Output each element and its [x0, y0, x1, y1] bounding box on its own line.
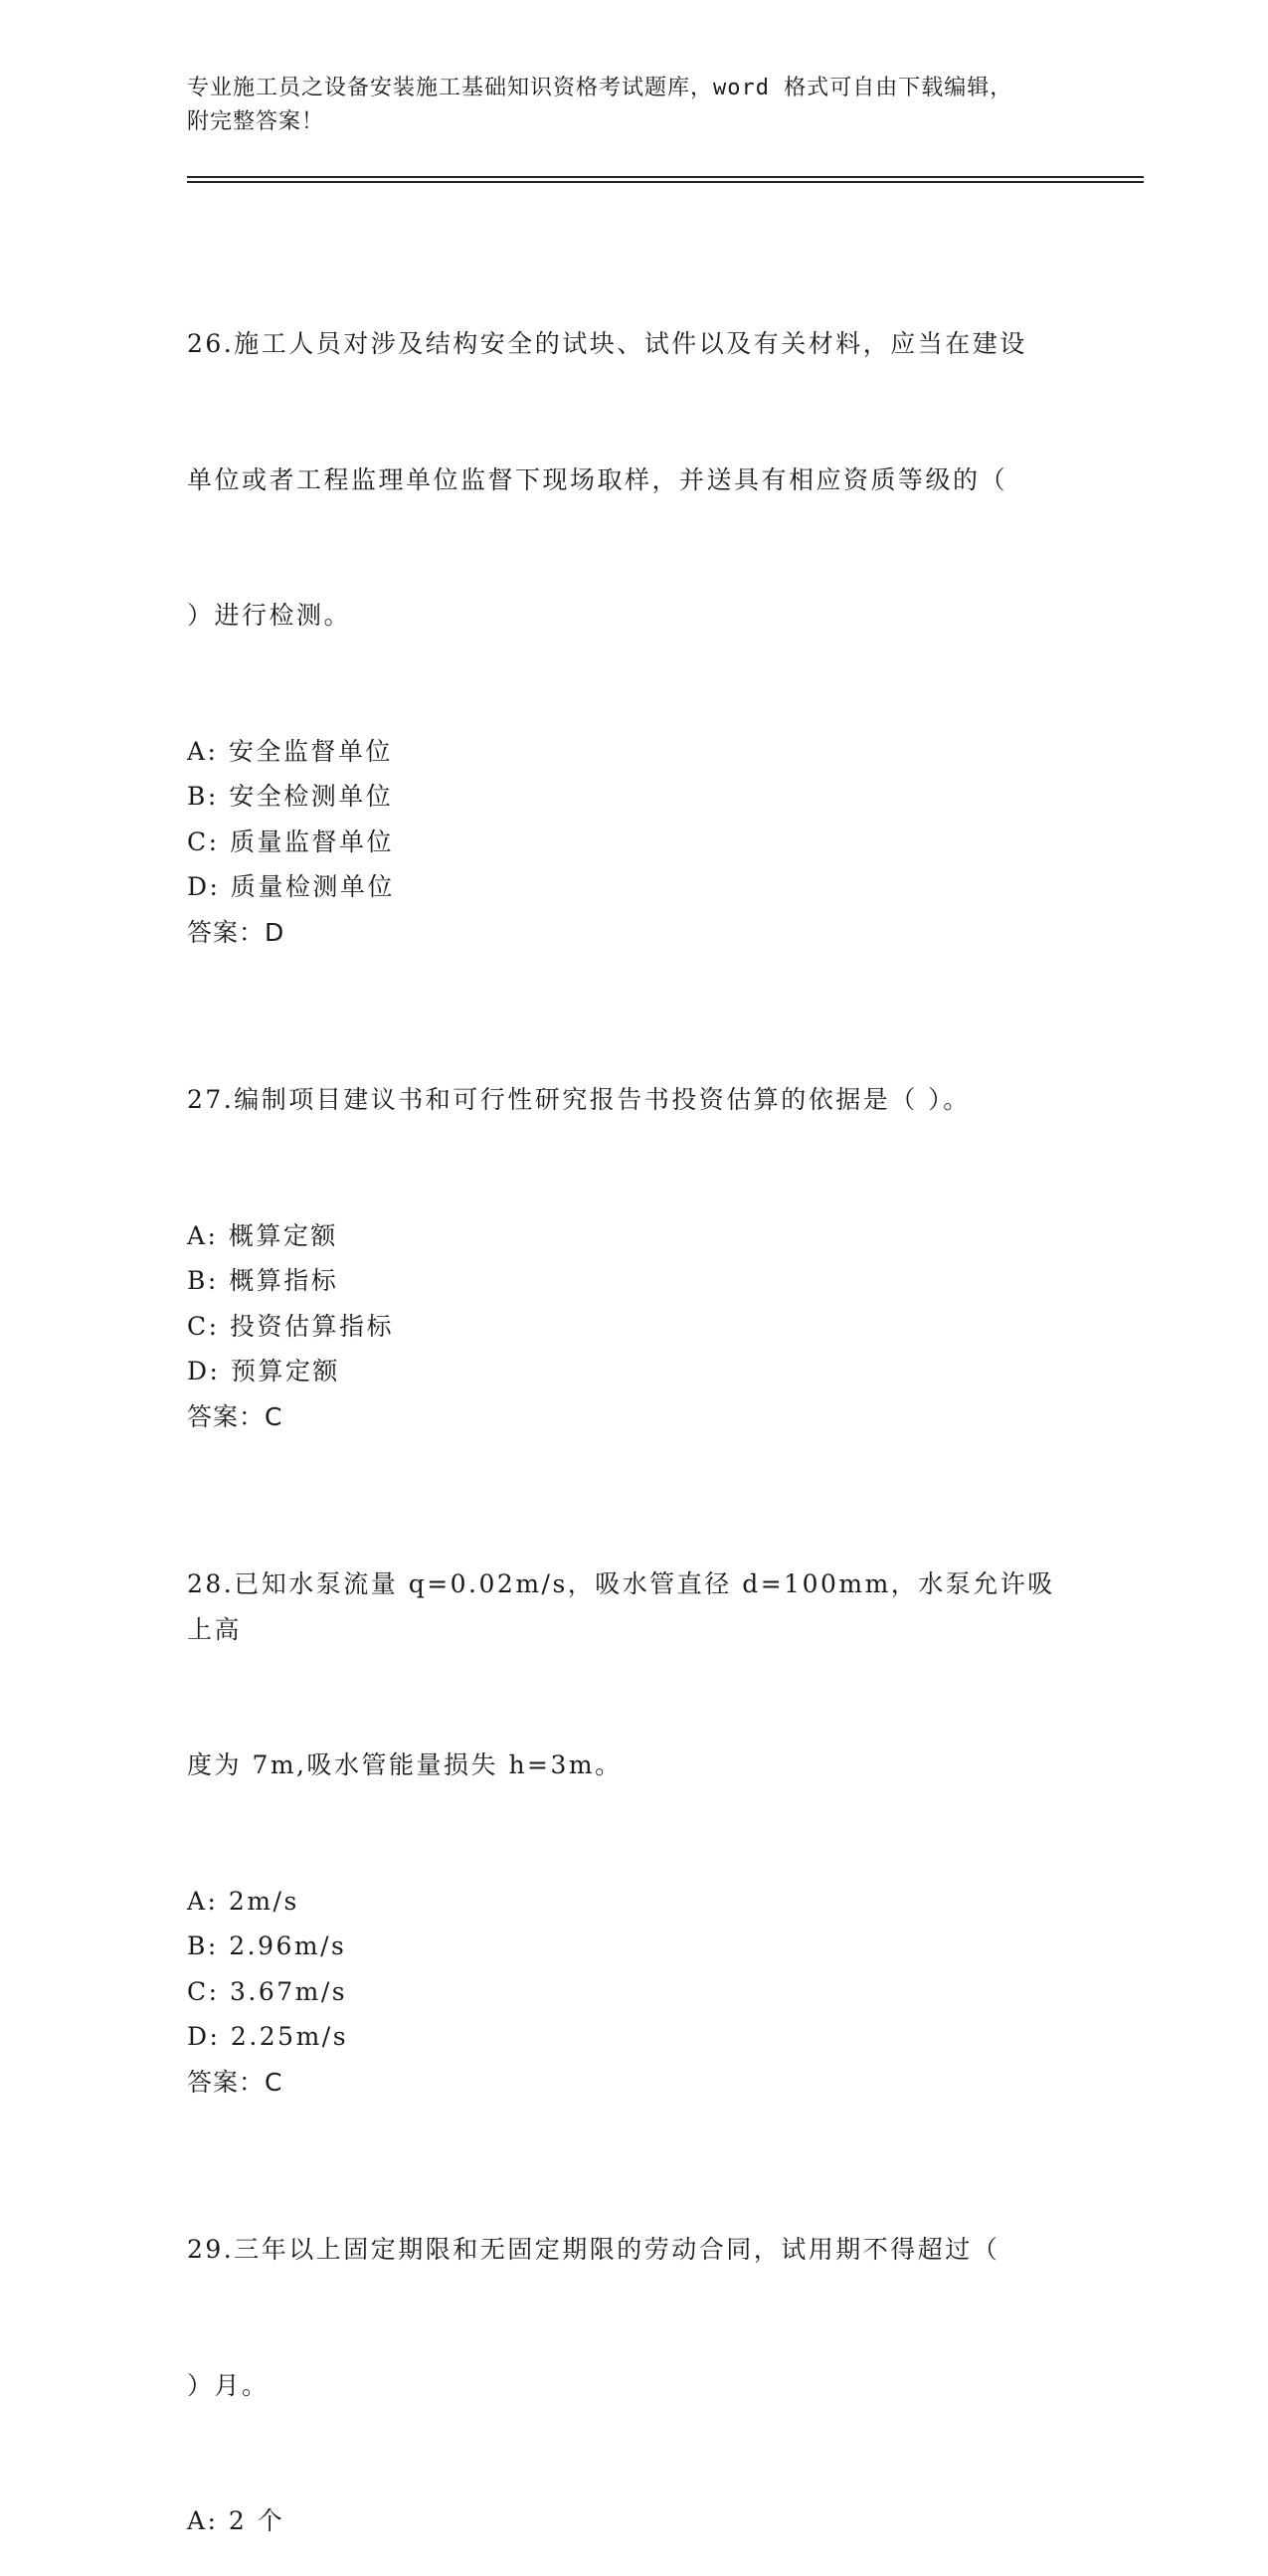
question-27 [187, 987, 1082, 1439]
question-29 [187, 2136, 1082, 2544]
document-header [187, 72, 1062, 139]
stem-line: 单位或者工程监理单位监督下现场取样，并送具有相应资质等级的（ [187, 464, 1008, 494]
header-rule-top [187, 176, 1144, 178]
option-c: C: 质量监督单位 [187, 827, 394, 856]
question-list [187, 231, 1082, 2576]
stem-line: 度为 7m,吸水管能量损失 h=3m。 [187, 1750, 623, 1779]
option-c: C: 投资估算指标 [187, 1311, 394, 1341]
option-b: B: 2.96m/s [187, 1932, 347, 1960]
question-26 [187, 231, 1082, 955]
answer: 答案：C [187, 2067, 283, 2097]
answer: 答案：D [187, 917, 285, 947]
stem-line: 28.已知水泵流量 q=0.02m/s，吸水管直径 d=100mm，水泵允许吸上高 [187, 1569, 1055, 1644]
question-stem [187, 2136, 1082, 2498]
stem-line: ）月。 [187, 2370, 270, 2400]
header-rule-bottom [187, 181, 1144, 183]
option-d: D: 质量检测单位 [187, 872, 395, 901]
stem-line: 29.三年以上固定期限和无固定期限的劳动合同，试用期不得超过（ [187, 2235, 1000, 2264]
stem-line: ）进行检测。 [187, 601, 352, 630]
option-c: C: 3.67m/s [187, 1976, 348, 2006]
option-a: A: 概算定额 [187, 1220, 338, 1250]
option-b: B: 概算指标 [187, 1266, 339, 1295]
option-a: A: 安全监督单位 [187, 736, 393, 766]
option-a: A: 2m/s [187, 1886, 299, 1916]
question-stem [187, 987, 1082, 1213]
question-28 [187, 1471, 1082, 2105]
stem-line: 27.编制项目建议书和可行性研究报告书投资估算的依据是（ ）。 [187, 1085, 971, 1114]
question-stem [187, 231, 1082, 729]
answer: 答案：C [187, 1401, 283, 1431]
option-d: D: 预算定额 [187, 1357, 340, 1385]
question-stem [187, 1471, 1082, 1879]
stem-line: 26.施工人员对涉及结构安全的试块、试件以及有关材料，应当在建设 [187, 329, 1027, 358]
header-line-1: 专业施工员之设备安装施工基础知识资格考试题库，word 格式可自由下载编辑， [187, 76, 1013, 100]
header-line-2: 附完整答案！ [187, 109, 325, 134]
option-d: D: 2.25m/s [187, 2022, 349, 2051]
option-b: B: 安全检测单位 [187, 782, 394, 811]
option-a: A: 2 个 [187, 2506, 285, 2535]
